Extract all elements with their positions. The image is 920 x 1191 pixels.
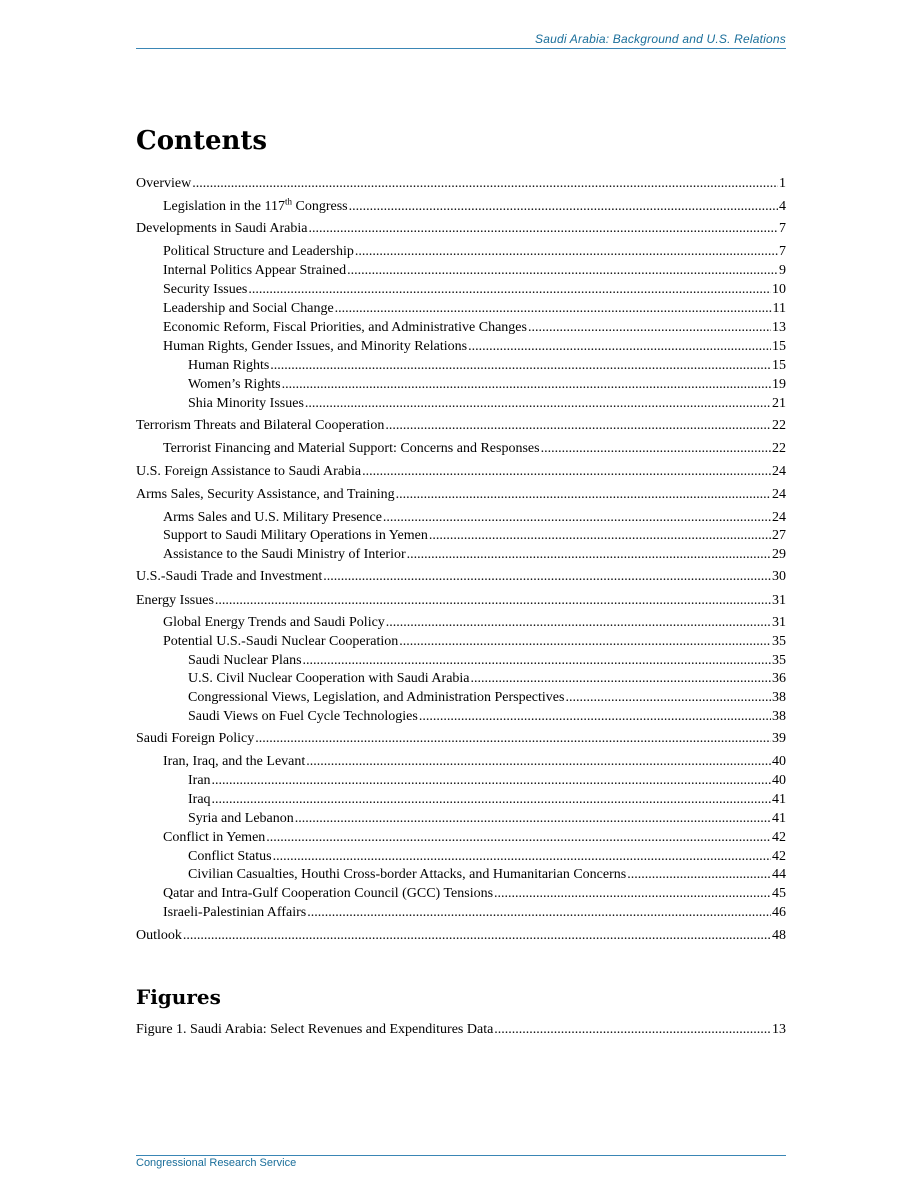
toc-entry-label: Potential U.S.-Saudi Nuclear Cooperation [163, 634, 399, 649]
toc-entry-page: 24 [772, 510, 786, 525]
toc-entry-label: Leadership and Social Change [163, 301, 334, 316]
toc-entry-page: 22 [772, 418, 786, 433]
toc-entry-trade-investment[interactable] [136, 568, 786, 585]
toc-entry-label: Terrorist Financing and Material Support: Concerns and Responses [163, 441, 540, 456]
toc-entry-label: Human Rights [188, 358, 270, 373]
toc-entry-womens-rights[interactable] [188, 376, 786, 393]
dot-leader [308, 220, 778, 237]
dot-leader [212, 791, 771, 808]
toc-entry-human-rights[interactable] [188, 357, 786, 374]
dot-leader [347, 262, 778, 279]
toc-entry-civil-nuclear[interactable] [188, 670, 786, 687]
toc-entry-economic-reform[interactable] [163, 319, 786, 336]
toc-entry-overview[interactable] [136, 175, 786, 192]
toc-entry-label: Terrorism Threats and Bilateral Cooperation [136, 418, 385, 433]
toc-entry-label: Developments in Saudi Arabia [136, 221, 308, 236]
toc-entry-label: U.S. Civil Nuclear Cooperation with Saudi Arabia [188, 671, 470, 686]
toc-entry-label: Qatar and Intra-Gulf Cooperation Council (GCC) Tensions [163, 886, 494, 901]
toc-entry-shia-minority[interactable] [188, 395, 786, 412]
dot-leader [183, 927, 771, 944]
toc-entry-label: Israeli-Palestinian Affairs [163, 905, 307, 920]
toc-entry-page: 21 [772, 396, 786, 411]
dot-leader [212, 772, 771, 789]
toc-entry-human-rights-gender[interactable] [163, 338, 786, 355]
toc-entry-terrorist-financing[interactable] [163, 440, 786, 457]
toc-entry-fuel-cycle[interactable] [188, 708, 786, 725]
toc-entry-page: 40 [772, 754, 786, 769]
toc-entry-label: Internal Politics Appear Strained [163, 263, 347, 278]
toc-entry-israeli-palestinian[interactable] [163, 904, 786, 921]
dot-leader [295, 810, 771, 827]
toc-entry-page: 7 [779, 221, 786, 236]
toc-entry-conflict-status[interactable] [188, 848, 786, 865]
toc-entry-label: Political Structure and Leadership [163, 244, 354, 259]
toc-entry-page: 41 [772, 811, 786, 826]
header-rule [136, 48, 786, 49]
toc-entry-page: 39 [772, 731, 786, 746]
toc-entry-arms-sales-presence[interactable] [163, 509, 786, 526]
toc-entry-iran[interactable] [188, 772, 786, 789]
toc-entry-page: 48 [772, 928, 786, 943]
toc-entry-page: 1 [779, 176, 786, 191]
toc-entry-page: 41 [772, 792, 786, 807]
toc-entry-page: 45 [772, 886, 786, 901]
dot-leader [192, 175, 778, 192]
dot-leader [248, 281, 771, 298]
toc-entry-label: Saudi Views on Fuel Cycle Technologies [188, 709, 418, 724]
toc-entry-label: Security Issues [163, 282, 248, 297]
dot-leader [335, 300, 772, 317]
toc-entry-energy-issues[interactable] [136, 592, 786, 609]
toc-entry-label: Saudi Foreign Policy [136, 731, 255, 746]
footer-rule [136, 1155, 786, 1156]
toc-entry-page: 38 [772, 709, 786, 724]
toc-entry-label: Energy Issues [136, 593, 214, 608]
toc-entry-label: Legislation in the 117th Congress [163, 196, 348, 214]
dot-leader [386, 614, 771, 631]
toc-entry-page: 27 [772, 528, 786, 543]
figure-entry-label: Figure 1. Saudi Arabia: Select Revenues and Expenditures Data [136, 1022, 494, 1037]
dot-leader [396, 486, 771, 503]
toc-entry-label: Women’s Rights [188, 377, 281, 392]
toc-entry-page: 31 [772, 615, 786, 630]
dot-leader [323, 568, 771, 585]
dot-leader [255, 730, 771, 747]
toc-entry-foreign-assistance[interactable] [136, 463, 786, 480]
toc-entry-label: Arms Sales, Security Assistance, and Training [136, 487, 395, 502]
toc-entry-label: Saudi Nuclear Plans [188, 653, 302, 668]
dot-leader [355, 243, 778, 260]
toc-entry-label: Syria and Lebanon [188, 811, 294, 826]
dot-leader [528, 319, 771, 336]
toc-entry-page: 24 [772, 464, 786, 479]
toc-entry-legislation[interactable] [163, 198, 786, 215]
toc-entry-label: Iran, Iraq, and the Levant [163, 754, 306, 769]
toc-entry-page: 35 [772, 653, 786, 668]
toc-entry-label: Conflict Status [188, 849, 272, 864]
toc-entry-arms-sales-training[interactable] [136, 486, 786, 503]
toc-entry-foreign-policy[interactable] [136, 730, 786, 747]
dot-leader [282, 376, 771, 393]
toc-entry-page: 13 [772, 320, 786, 335]
toc-entry-nuclear-cooperation[interactable] [163, 633, 786, 650]
toc-entry-syria-lebanon[interactable] [188, 810, 786, 827]
toc-entry-label: Iraq [188, 792, 211, 807]
toc-entry-page: 10 [772, 282, 786, 297]
dot-leader [419, 708, 771, 725]
toc-entry-ministry-interior[interactable] [163, 546, 786, 563]
contents-heading: Contents [136, 126, 268, 156]
toc-entry-page: 42 [772, 830, 786, 845]
figure-entry-1[interactable] [136, 1021, 786, 1038]
toc-entry-page: 15 [772, 358, 786, 373]
dot-leader [307, 904, 771, 921]
toc-entry-label: Shia Minority Issues [188, 396, 304, 411]
toc-entry-label: Iran [188, 773, 211, 788]
toc-entry-label: U.S.-Saudi Trade and Investment [136, 569, 323, 584]
toc-entry-political-structure[interactable] [163, 243, 786, 260]
toc-entry-page: 29 [772, 547, 786, 562]
toc-entry-label: Outlook [136, 928, 182, 943]
dot-leader [266, 829, 771, 846]
dot-leader [399, 633, 771, 650]
toc-entry-congressional-views[interactable] [188, 689, 786, 706]
dot-leader [627, 866, 771, 883]
toc-entry-label: Support to Saudi Military Operations in Yemen [163, 528, 428, 543]
toc-entry-page: 31 [772, 593, 786, 608]
toc-entry-label: U.S. Foreign Assistance to Saudi Arabia [136, 464, 362, 479]
toc-entry-label: Human Rights, Gender Issues, and Minority Relations [163, 339, 468, 354]
toc-entry-label: Congressional Views, Legislation, and Administration Perspectives [188, 690, 565, 705]
toc-entry-leadership-social-change[interactable] [163, 300, 786, 317]
toc-entry-global-energy[interactable] [163, 614, 786, 631]
toc-entry-terrorism-threats[interactable] [136, 417, 786, 434]
toc-entry-page: 40 [772, 773, 786, 788]
toc-entry-page: 19 [772, 377, 786, 392]
toc-entry-label: Economic Reform, Fiscal Priorities, and Administrative Changes [163, 320, 527, 335]
dot-leader [215, 592, 771, 609]
toc-entry-page: 30 [772, 569, 786, 584]
toc-entry-label: Arms Sales and U.S. Military Presence [163, 510, 382, 525]
toc-entry-page: 9 [779, 263, 786, 278]
dot-leader [273, 848, 771, 865]
toc-entry-saudi-nuclear-plans[interactable] [188, 652, 786, 669]
toc-entry-page: 22 [772, 441, 786, 456]
dot-leader [349, 198, 778, 215]
dot-leader [494, 885, 771, 902]
dot-leader [541, 440, 771, 457]
dot-leader [471, 670, 771, 687]
toc-entry-page: 24 [772, 487, 786, 502]
dot-leader [306, 753, 771, 770]
toc-entry-label: Conflict in Yemen [163, 830, 266, 845]
figure-entry-page: 13 [772, 1022, 786, 1037]
toc-entry-developments[interactable] [136, 220, 786, 237]
toc-entry-support-yemen-ops[interactable] [163, 527, 786, 544]
toc-entry-label: Civilian Casualties, Houthi Cross-border Attacks, and Humanitarian Concerns [188, 867, 627, 882]
toc-entry-label: Overview [136, 176, 192, 191]
dot-leader [407, 546, 771, 563]
toc-entry-iran-iraq-levant[interactable] [163, 753, 786, 770]
toc-entry-page: 15 [772, 339, 786, 354]
dot-leader [429, 527, 771, 544]
running-header: Saudi Arabia: Background and U.S. Relations [535, 32, 786, 46]
toc-entry-conflict-yemen[interactable] [163, 829, 786, 846]
running-footer: Congressional Research Service [136, 1157, 297, 1169]
figures-heading: Figures [136, 985, 221, 1009]
dot-leader [303, 652, 771, 669]
dot-leader [468, 338, 771, 355]
dot-leader [270, 357, 771, 374]
toc-entry-iraq[interactable] [188, 791, 786, 808]
toc-entry-label: Global Energy Trends and Saudi Policy [163, 615, 385, 630]
toc-entry-page: 35 [772, 634, 786, 649]
toc-entry-civilian-casualties[interactable] [188, 866, 786, 883]
dot-leader [565, 689, 771, 706]
toc-entry-page: 44 [772, 867, 786, 882]
toc-entry-page: 4 [779, 199, 786, 214]
dot-leader [494, 1021, 771, 1038]
toc-entry-page: 36 [772, 671, 786, 686]
dot-leader [305, 395, 771, 412]
toc-entry-internal-politics[interactable] [163, 262, 786, 279]
toc-entry-label: Assistance to the Saudi Ministry of Interior [163, 547, 406, 562]
toc-entry-page: 7 [779, 244, 786, 259]
dot-leader [383, 509, 771, 526]
dot-leader [362, 463, 771, 480]
toc-entry-page: 38 [772, 690, 786, 705]
dot-leader [385, 417, 771, 434]
toc-entry-outlook[interactable] [136, 927, 786, 944]
toc-entry-qatar-gcc[interactable] [163, 885, 786, 902]
toc-entry-page: 46 [772, 905, 786, 920]
toc-entry-security-issues[interactable] [163, 281, 786, 298]
toc-entry-page: 42 [772, 849, 786, 864]
toc-entry-page: 11 [772, 301, 786, 316]
